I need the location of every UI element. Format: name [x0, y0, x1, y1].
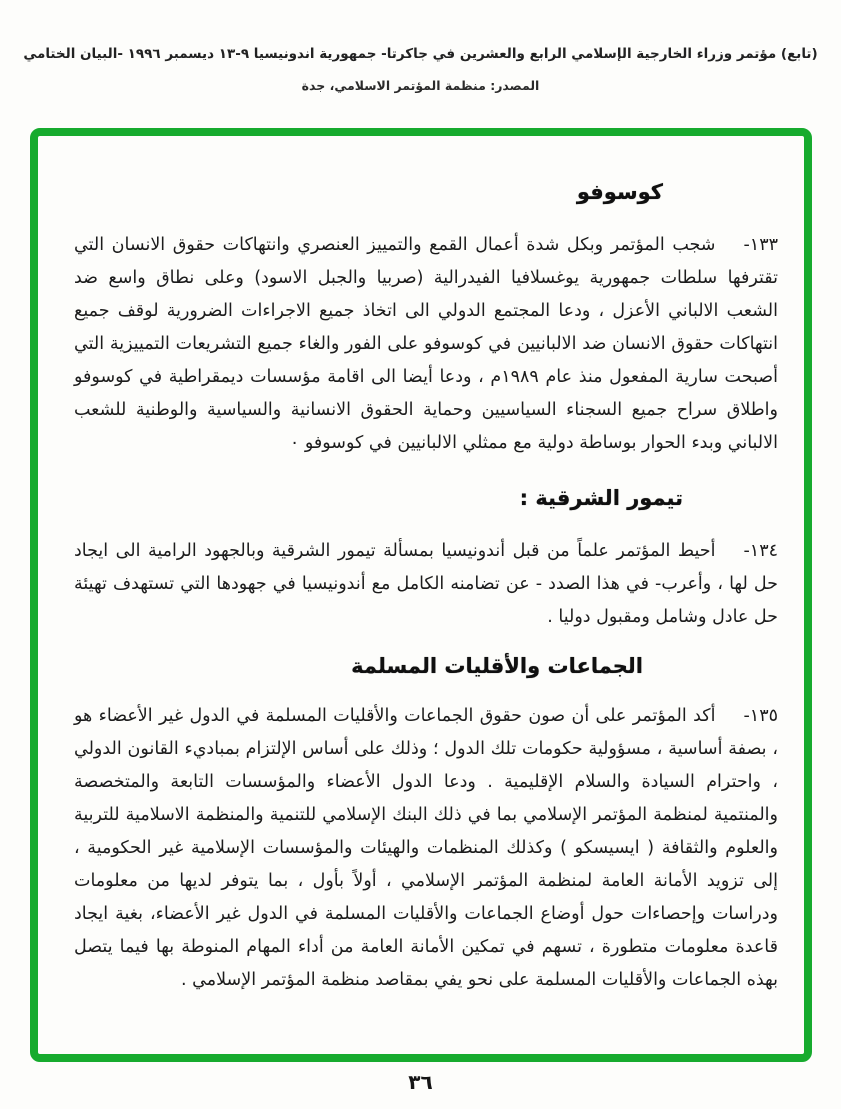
- paragraph-133-text: شجب المؤتمر وبكل شدة أعمال القمع والتمييز العنصري وانتهاكات حقوق الانسان التي تقترفها سلطات جمهورية يوغسلافيا الفيدرالية (صربيا والجبل الاسود) وعلى نطاق واسع ضد الشعب الالباني الأعزل ، ودعا المجتمع الدولي الى اتخاذ جميع الاجراءات الضرورية لوقف جميع انتهاكات حقوق الانسان ضد الالبانيين في كوسوفو على الفور والغاء جميع التشريعات التمييزية التي أصبحت سارية المفعول منذ عام ١٩٨٩م ، ودعا أيضا الى اقامة مؤسسات ديمقراطية في كوسوفو واطلاق سراح جميع السجناء السياسيين وحماية الحقوق الانسانية والسياسية والوطنية للشعب الالباني وبدء الحوار بوساطة دولية مع ممثلي الالبانيين في كوسوفو ٠: [74, 235, 778, 454]
- citation-line-source: المصدر: منظمة المؤتمر الاسلامي، جدة: [301, 78, 540, 93]
- paragraph-133-number: ١٣٣-: [743, 235, 778, 256]
- section-kosovo: [68, 180, 778, 460]
- section-heading-kosovo: كوسوفو: [576, 180, 663, 204]
- section-east-timor: [68, 486, 778, 634]
- citation-header: [20, 46, 821, 93]
- section-heading-east-timor: تيمور الشرقية :: [519, 486, 683, 511]
- paragraph-134-number: ١٣٤-: [743, 541, 778, 562]
- paragraph-135-number: ١٣٥-: [743, 705, 778, 726]
- paragraph-134: [74, 535, 778, 634]
- page-number: ٣٦: [408, 1070, 433, 1094]
- citation-line-conference: (تابع) مؤتمر وزراء الخارجية الإسلامي الرابع والعشرين في جاكرتا- جمهورية اندونيسيا ٩-١٣ ديسمبر ١٩٩٦ -البيان الختامي: [23, 46, 818, 62]
- paragraph-133: [74, 229, 778, 460]
- paragraph-135: [74, 700, 778, 997]
- paragraph-135-text: أكد المؤتمر على أن صون حقوق الجماعات والأقليات المسلمة في الدول غير الأعضاء هو ، بصفة أساسية ، مسؤولية حكومات تلك الدول ؛ وذلك على أساس الإلتزام بمباديء القانون الدولي ، واحترام السيادة والسلام الإقليمية . ودعا الدول الأعضاء والمؤسسات التابعة والمتخصصة والمنتمية لمنظمة المؤتمر الإسلامي بما في ذلك البنك الإسلامي للتنمية والمنظمة الاسلامية للتربية والعلوم والثقافة ( ايسيسكو ) وكذلك المنظمات والهيئات والمؤسسات الإسلامية غير الحكومية ، إلى تزويد الأمانة العامة لمنظمة المؤتمر الإسلامي ، أولاً بأول ، بما يتوفر لديها من معلومات ودراسات وإحصاءات حول أوضاع الجماعات والأقليات المسلمة في الدول غير الأعضاء، بغية ايجاد قاعدة معلومات متطورة ، تسهم في تمكين الأمانة العامة من أداء المهام المنوطة بها فيما يتصل بهذه الجماعات والأقليات المسلمة على نحو يفي بمقاصد منظمة المؤتمر الإسلامي .: [74, 705, 778, 990]
- green-border-frame: [30, 128, 812, 1062]
- document-body: [38, 136, 804, 1054]
- section-heading-muslim-communities: الجماعات والأقليات المسلمة: [351, 654, 643, 679]
- paragraph-134-text: أحيط المؤتمر علماً من قبل أندونيسيا بمسألة تيمور الشرقية وبالجهود الرامية الى ايجاد حل لها ، وأعرب- في هذا الصدد - عن تضامنه الكامل مع أندونيسيا في جهودها التي تستهدف تهيئة حل عادل وشامل ومقبول دوليا .: [74, 541, 778, 628]
- section-muslim-communities: [68, 654, 778, 996]
